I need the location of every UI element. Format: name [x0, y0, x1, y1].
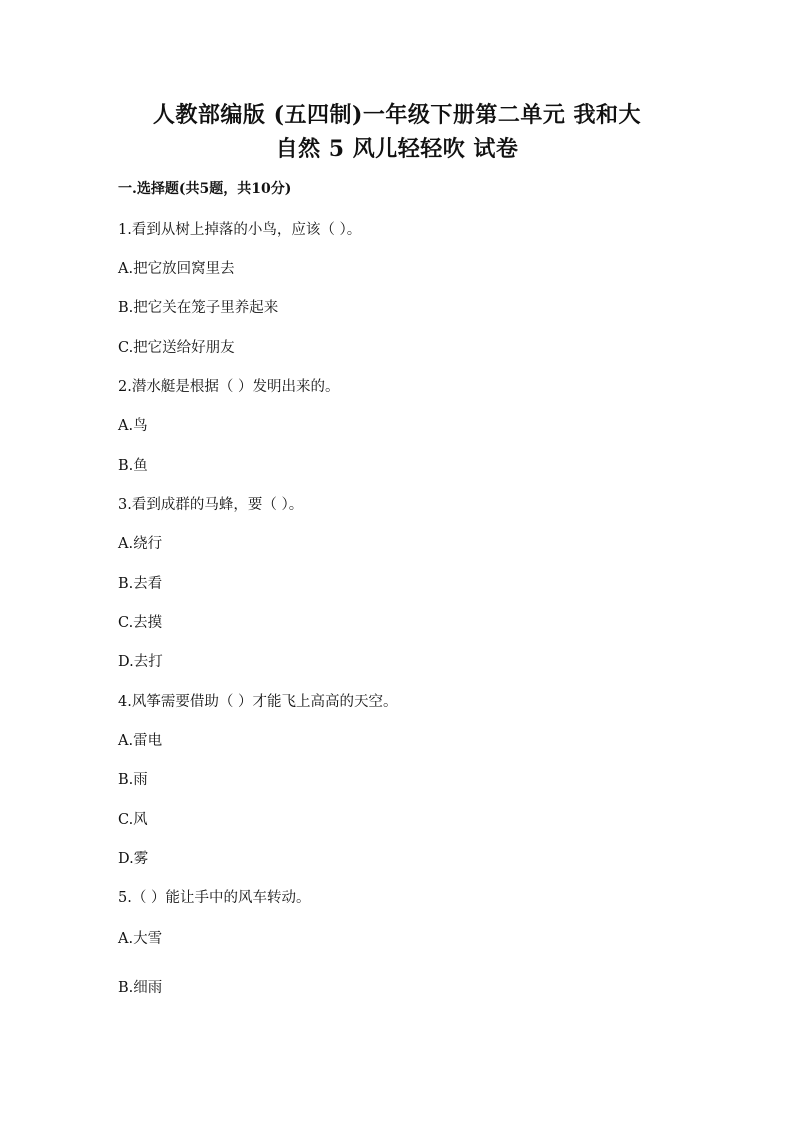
question-3-option-d: D.去打 [118, 654, 163, 670]
question-4-stem: 4.风筝需要借助（ ）才能飞上高高的天空。 [118, 694, 398, 710]
question-4-option-a: A.雷电 [118, 733, 163, 749]
question-3-stem: 3.看到成群的马蜂，要（ ）。 [118, 497, 304, 513]
question-4-option-c: C.风 [118, 812, 148, 828]
question-1-option-a: A.把它放回窝里去 [118, 261, 235, 277]
page-title-line-2: 自然 5 风儿轻轻吹 试卷 [275, 136, 519, 162]
question-3-option-a: A.绕行 [118, 536, 163, 552]
question-3-option-c: C.去摸 [118, 615, 163, 631]
page-title-line-1: 人教部编版 (五四制)一年级下册第二单元 我和大 [152, 102, 642, 128]
question-2-option-b: B.鱼 [118, 458, 148, 474]
question-4-option-d: D.雾 [118, 851, 149, 867]
question-5-option-a: A.大雪 [118, 931, 163, 947]
question-3-option-b: B.去看 [118, 576, 163, 592]
question-2-option-a: A.鸟 [118, 418, 148, 434]
question-1-stem: 1.看到从树上掉落的小鸟，应该（ ）。 [118, 222, 362, 238]
question-4-option-b: B.雨 [118, 772, 148, 788]
question-5-stem: 5.（ ）能让手中的风车转动。 [118, 890, 311, 906]
section-heading: 一.选择题(共5题，共10分) [118, 181, 292, 197]
question-5-option-b: B.细雨 [118, 980, 163, 996]
question-1-option-b: B.把它关在笼子里养起来 [118, 300, 279, 316]
question-2-stem: 2.潜水艇是根据（ ）发明出来的。 [118, 379, 340, 395]
question-1-option-c: C.把它送给好朋友 [118, 340, 235, 356]
